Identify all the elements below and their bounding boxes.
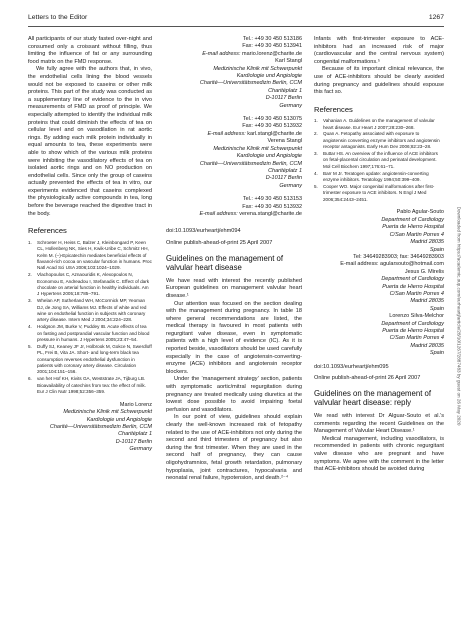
email-link[interactable]: verena.stangl@charite.de <box>239 210 302 217</box>
reference-text: Barr M Jr. Teratogen update: angiotensin-converting enzyme inhibitors. Teratology 1994;50:399–409. <box>323 170 429 183</box>
author-name: Pablo Agular-Souto <box>396 209 444 216</box>
affiliation-line: Medizinische Klinik mit Schwerpunkt <box>213 145 302 152</box>
author-signature <box>314 209 444 268</box>
email-label: E-mail address: <box>207 130 246 137</box>
affiliation-line: Charité—Universitätsmedizin Berlin, CCM <box>49 424 152 431</box>
body-paragraph: All participants of our study fasted over-night and consumed only a croissant without filling, thus limiting the influence of fat or any surrounding food matrix on the FMD response. <box>28 36 152 65</box>
tel-label: Tel.: <box>242 36 253 42</box>
doi[interactable]: doi:10.1093/eurheartj/ehm094 <box>166 228 241 235</box>
contact-block <box>166 196 302 218</box>
affiliation-line: Medizinische Klinik mit Schwerpunkt <box>213 65 302 72</box>
author-signature <box>166 58 302 110</box>
affiliation-line: Spain <box>429 305 444 312</box>
reference-number: 6. <box>28 376 32 382</box>
reference-item <box>314 151 444 170</box>
reference-text: Vlachopoulos C, Aznaouridis K, Alexopoulos N, Economou E, Andreadou I, Stefanadis C. Effect of dark chocolate on arterial function in healthy individuals. Am J Hypertens 2005;18:785–791. <box>37 272 150 297</box>
contact-block <box>166 36 302 58</box>
tel-value: +49 30 450 513153 <box>254 196 302 203</box>
affiliation-line: C/San Martin Porres 4 <box>389 231 444 238</box>
affiliation-line: Germany <box>279 102 302 109</box>
column-3 <box>314 36 444 474</box>
body-paragraph: Because of its important clinical relevance, the use of ACE-inhibitors should be clearly avoided during pregnancy and guidelines should espouse this fact so. <box>314 66 444 96</box>
email-label: E-mail address: <box>199 210 238 217</box>
body-paragraph: We have read with interest the recently published European guidelines on management valvular heart disease.¹ <box>166 277 302 299</box>
affiliation-line: Madrid 28035 <box>410 239 444 246</box>
reference-item <box>314 131 444 150</box>
body-paragraph: Medical management, including vasodilators, is recommended in patients with chronic regurgitant valve disease who are pregnant and have symptoms. We agree with the comment in the letter that ACE-inhibitors should be avoided during <box>314 435 444 473</box>
affiliation-line: Charitéplatz 1 <box>268 167 302 174</box>
references-heading: References <box>28 226 67 236</box>
header-rule <box>28 26 444 27</box>
reference-number: 1. <box>28 239 32 245</box>
affiliation-line: C/San Martin Porres 4 <box>389 290 444 297</box>
affiliation-line: Madrid 28035 <box>410 298 444 305</box>
tel-label: Tel.: <box>242 196 253 203</box>
email-link[interactable]: mario.lorenz@charite.de <box>242 50 302 57</box>
affiliation-line: Charitéplatz 1 <box>268 87 302 94</box>
affiliation-line: Department of Cardiology <box>381 276 444 283</box>
email-link[interactable]: karl.stangl@charite.de <box>247 130 302 137</box>
reference-text: Whelan AP, Sutherland WH, McCormick MP, Yeoman DJ, de Jong SA, Williams MJ. Effects of white and red wine on endothelial function in subjects with coronary artery disease. Intern Med J 2004;34:224–228. <box>37 298 147 323</box>
reference-number: 5. <box>28 343 32 349</box>
email-label: E-mail address: <box>202 50 241 57</box>
affiliation-line: Kardiologie und Angiologie <box>236 153 302 160</box>
body-paragraph: We read with interest Dr Alguar-Souto et al.’s comments regarding the recent Guidelines on the Management of Valvular Heart Disease.¹ <box>314 412 444 435</box>
body-paragraph: Under the ‘management strategy’ section, patients with symptomatic aortic/mitral regurgitation during pregnancy are treated medically using diuretics at the lowest dose possible to avoid impairing foetal perfusion and vasodilators. <box>166 376 302 413</box>
reference-text: Buttar HS. An overview of the influence of ACE inhibitors on fetal-placental circulation and perinatal development. Mol Cell Biochem 1997;176:61–71. <box>323 151 438 169</box>
author-signature <box>314 269 444 313</box>
reference-item <box>314 184 444 203</box>
author-signature <box>314 313 444 357</box>
reference-number: 4. <box>314 170 318 176</box>
references-list <box>28 240 152 396</box>
reference-number: 3. <box>314 151 318 157</box>
column-2 <box>166 36 302 483</box>
tel-fax-line: Tel: 34649283903; fax: 34649283903 <box>353 253 444 260</box>
reference-text: van het Hof KH, Kivits GA, Weststrate JA, Tijburg LB. Bioavailability of catechins from tea: the effect of milk. Eur J Clin Nutr 1998;52:356–359. <box>37 376 146 395</box>
download-notice[interactable]: Downloaded from https://academic.oup.com/eurheartj/article/28/10/1267/2887483 by guest on 26 May 2020 <box>456 206 462 426</box>
author-signature <box>166 138 302 190</box>
author-name: Lorenzo Silva-Melchor <box>389 313 444 320</box>
affiliation-line: Germany <box>129 446 152 453</box>
reference-text: Cooper WO. Major congenital malformations after first-trimester exposure to ACE inhibitors. N Engl J Med 2006;354:2443–2451. <box>323 183 435 202</box>
affiliation-line: Medizinische Klinik mit Schwerpunkt <box>63 409 152 416</box>
affiliation-line: Spain <box>429 350 444 357</box>
fax-value: +49 30 450 513932 <box>254 123 302 130</box>
author-name: Karl Stangl <box>275 58 302 65</box>
email-line[interactable]: E-mail address: agularsouto@hotmail.com <box>340 261 444 268</box>
contact-block <box>166 116 302 138</box>
reference-item <box>314 171 444 184</box>
reference-number: 5. <box>314 183 318 189</box>
reference-item <box>28 272 152 298</box>
affiliation-line: Puerta de Hierro Hospital <box>382 224 444 231</box>
reference-item <box>28 344 152 376</box>
tel-label: Tel.: <box>242 116 253 123</box>
reference-text: Schroeter H, Heiss C, Balzer J, Kleinbongard P, Keen CL, Hollenberg NK, Sies H, Kwik-Uribe C, Schmitz HH, Kelm M. (–)-Epicatechin mediates beneficial effects of flavanol-rich cocoa on vascular function in humans. Proc Natl Acad Sci USA 2006;103:1024–1029. <box>37 239 152 271</box>
fax-value: +49 30 450 513941 <box>254 43 302 50</box>
affiliation-line: Kardiologie und Angiologie <box>86 416 152 423</box>
letter-title: Guidelines on the management of valvular heart disease <box>166 253 284 273</box>
references-heading: References <box>314 104 353 114</box>
affiliation-line: D-10117 Berlin <box>115 438 152 445</box>
author-signature <box>28 402 152 454</box>
affiliation-line: D-10117 Berlin <box>265 175 302 182</box>
affiliation-line: C/San Martin Porres 4 <box>389 335 444 342</box>
affiliation-line: Puerta de Hierro Hospital <box>382 327 444 334</box>
affiliation-line: D-10117 Berlin <box>265 95 302 102</box>
body-paragraph: Our attention was focused on the section dealing with the management during pregnancy. In table 18 where general recommendations are listed, the medical therapy is favoured in most patients with regurgitant valve disease, even in symptomatic patients with a high level of evidence (IC). As it is reported beside, vasodilators should be used carefully especially in the case of angiotensin-converting-enzyme (ACE) inhibitors and angiotensin receptor blockers. <box>166 300 302 375</box>
fax-label: Fax: <box>242 123 253 130</box>
affiliation-line: Department of Cardiology <box>381 216 444 223</box>
tel-value: +49 30 450 513075 <box>254 116 302 123</box>
doi[interactable]: doi:10.1093/eurheartj/ehm095 <box>314 363 389 370</box>
reference-item <box>314 118 444 131</box>
reference-text: Vahanian A. Guidelines on the management of valvular heart disease. Eur Heart J 2007;28:230–268. <box>323 118 435 130</box>
tel-value: +49 30 450 513186 <box>254 36 302 42</box>
affiliation-line: Puerta de Hierro Hospital <box>382 283 444 290</box>
reference-number: 4. <box>28 324 32 330</box>
column-1 <box>28 36 152 454</box>
running-title: Letters to the Editor <box>28 14 88 21</box>
online-publish-date: Online publish-ahead-of-print 25 April 2007 <box>166 239 273 246</box>
affiliation-line: Madrid 28035 <box>410 342 444 349</box>
running-head <box>28 14 444 26</box>
author-name: Mario Lorenz <box>119 401 152 408</box>
reference-number: 1. <box>314 118 318 124</box>
affiliation-line: Department of Cardiology <box>381 320 444 327</box>
body-paragraph: Infants with first-trimester exposure to ACE-inhibitors had an increased risk of major (cardiovascular and the central nervous system) congenital malformations.⁵ <box>314 36 444 65</box>
letter-title: Guidelines on the management of valvular heart disease: reply <box>314 388 432 408</box>
reference-text: Duffy SJ, Keaney JF Jr, Holbrook M, Gokce N, Swerdloff PL, Frei B, Vita JA. Short- and long-term black tea consumption reverses endothelial dysfunction in patients with coronary artery disease. Circulation 2001;104:151–156. <box>37 343 152 375</box>
fax-value: +49 30 450 513932 <box>254 203 302 210</box>
reference-item <box>28 324 152 343</box>
affiliation-line: Charité—Universitätsmedizin Berlin, CCM <box>199 160 302 167</box>
fax-label: Fax: <box>242 43 253 50</box>
reference-number: 2. <box>314 131 318 137</box>
reference-item <box>28 376 152 395</box>
page-number: 1267 <box>428 14 444 21</box>
author-name: Verena Stangl <box>267 138 302 145</box>
author-name: Jesus G. Mirelis <box>404 268 444 275</box>
reference-item <box>28 240 152 272</box>
reference-number: 2. <box>28 272 32 278</box>
reference-text: Quan A. Fetopathy associated with exposure to angiotensin converting enzyme inhibitors and angiotensin receptor antagonists. Early Hum Dev 2006;82:23–28. <box>323 131 440 150</box>
fax-label: Fax: <box>242 203 253 210</box>
affiliation-line: Charité—Universitätsmedizin Berlin, CCM <box>199 80 302 87</box>
reference-text: Hodgson JM, Burke V, Puddey IB. Acute effects of tea on fasting and postprandial vascular function and blood pressure in humans. J Hypertens 2005;23:47–54. <box>37 324 150 343</box>
reference-number: 3. <box>28 298 32 304</box>
affiliation-line: Germany <box>279 182 302 189</box>
online-publish-date: Online publish-ahead-of-print 26 April 2007 <box>314 375 421 382</box>
body-paragraph: In our point of view, guidelines should explain clearly the well-known increased risk of fetopathy related to the use of ACE-inhibitors not only during the second and third trimesters of pregnancy but also during the first trimester. When they are used in the second half of pregnancy, they can cause oligohydramnios, fetal growth retardation, pulmonary hypoplasia, joint contractures, hypocalvaria and neonatal renal failure, hypotension, and death.²⁻⁴ <box>166 414 302 482</box>
affiliation-line: Spain <box>429 246 444 253</box>
affiliation-line: Charitéplatz 1 <box>118 431 152 438</box>
affiliation-line: Kardiologie und Angiologie <box>236 73 302 80</box>
body-paragraph: We fully agree with the authors that, in vivo, the endothelial cells lining the blood vessels would not be exposed to caseins or other milk proteins. This part of the study was conducted as a supplementary line of evidence to the in vivo measurements of FMD as proof of principle. We especially attempted to identify the individual milk proteins that could diminish the effects of tea on cellular level and on vasodilation in rat aortic rings. By adding each milk protein individually in equal amounts to tea, these experiments were able to show which of the various milk proteins were inhibiting the vasodilatory effects of tea on isolated aortic rings and on NO production on endothelial cells. Since only the group of caseins actually prevented the effects of tea in vitro, our experiments evidenced that caseins complexed the physiologically active compounds in tea, long before the beverage reached the digestive tract in the body. <box>28 66 152 217</box>
references-list <box>314 118 444 203</box>
reference-item <box>28 298 152 324</box>
